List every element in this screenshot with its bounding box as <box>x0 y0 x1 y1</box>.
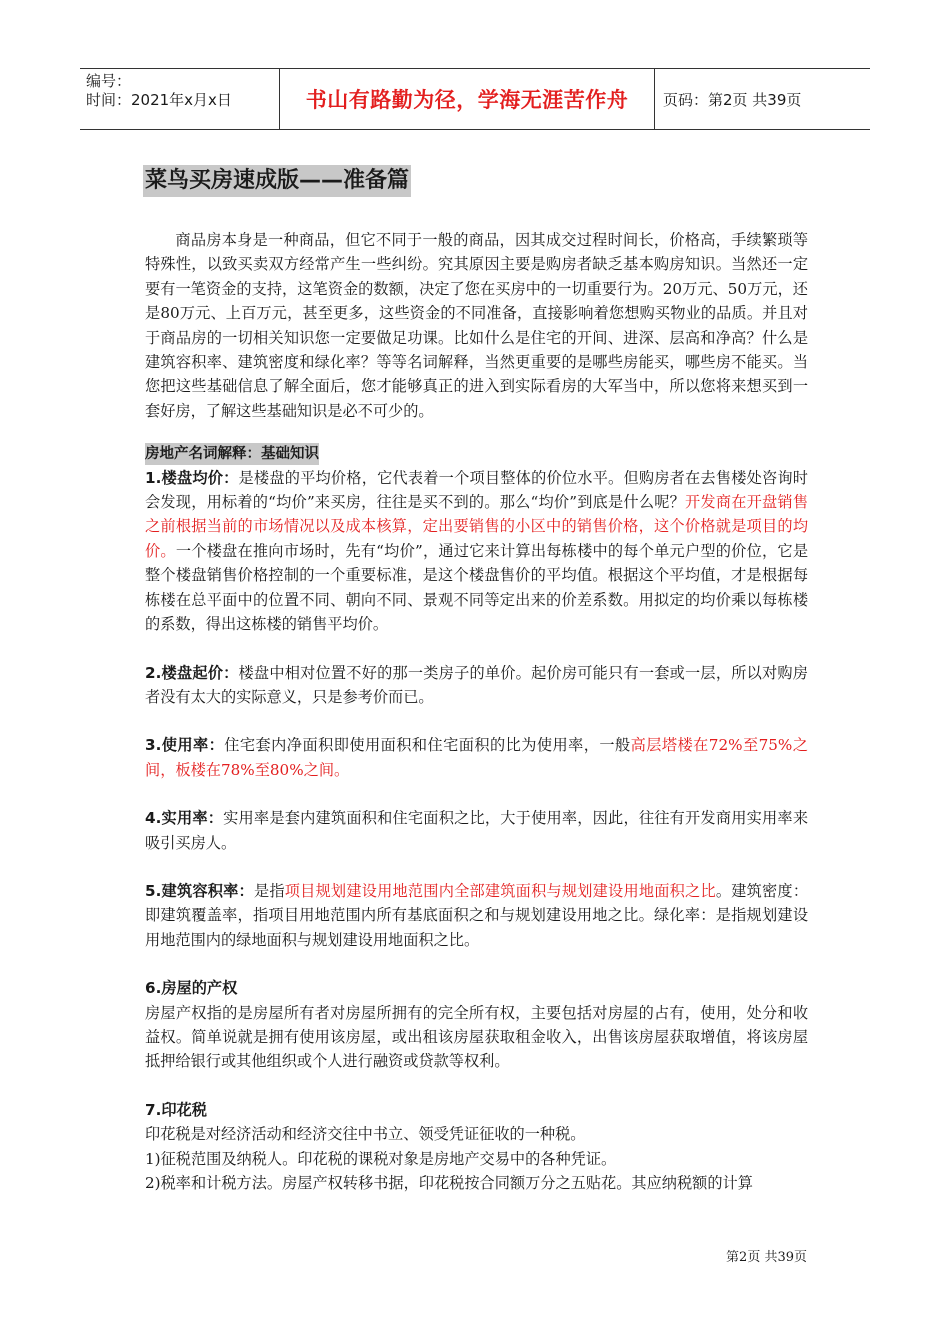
stamp-tax-line: 印花税是对经济活动和经济交往中书立、领受凭证征收的一种税。 <box>145 1125 586 1144</box>
definition-text: 。建筑密度：即建筑覆盖率，指项目用地范围内所有基底面积之和与规划建设用地之比。绿化率：是指规划建设用地范围内的绿地面积与规划建设用地面积之比。 <box>145 881 809 949</box>
highlighted-text: 高层塔楼在72%至75%之间，板楼在78%至80%之间。 <box>145 736 808 779</box>
property-rights-text: 房屋产权指的是房屋所有者对房屋所拥有的完全所有权，主要包括对房屋的占有，使用，处分和收益权。简单说就是拥有使用该房屋，或出租该房屋获取租金收入，出售该房屋获取增值，将该房屋抵押给银行或其他组织或个人进行融资或贷款等权利。 <box>145 1003 808 1071</box>
definition-term: 2.楼盘起价： <box>145 663 239 682</box>
definition-term: 1.楼盘均价： <box>145 468 239 487</box>
motto: 书山有路勤为径，学海无涯苦作舟 <box>280 69 655 129</box>
definition-term: 5.建筑容积率： <box>145 881 254 900</box>
definition-text: 是指 <box>253 881 285 900</box>
number-label: 编号： <box>86 72 132 90</box>
header-meta <box>80 69 280 129</box>
property-rights-heading: 6.房屋的产权 <box>145 979 238 998</box>
definition-item <box>145 806 808 855</box>
definition-term: 3.使用率： <box>145 736 225 755</box>
time-label: 时间：2021年x月x日 <box>86 91 232 109</box>
definition-item <box>145 879 808 952</box>
document-body <box>145 228 808 1195</box>
page-footer: 第2页 共39页 <box>726 1250 807 1265</box>
page-code: 页码：第2页 共39页 <box>663 90 802 109</box>
definition-text: 住宅套内净面积即使用面积和住宅面积的比为使用率，一般 <box>224 736 631 755</box>
definition-item <box>145 661 808 710</box>
definition-text: 一个楼盘在推向市场时，先有“均价”，通过它来计算出每栋楼中的每个单元户型的价位，它是整个楼盘销售价格控制的一个重要标准，是这个楼盘售价的平均值。根据这个平均值，才是根据每栋楼在总平面中的位置不同、朝向不同、景观不同等定出来的价差系数。用拟定的均价乘以每栋楼的系数，得出这栋楼的销售平均价。 <box>145 541 809 634</box>
definition-text: 是楼盘的平均价格，它代表着一个项目整体的价位水平。但购房者在去售楼处咨询时会发现，用标着的“均价”来买房，往往是买不到的。那么“均价”到底是什么呢？ <box>145 468 808 512</box>
highlighted-text: 开发商在开盘销售之前根据当前的市场情况以及成本核算，定出要销售的小区中的销售价格，这个价格就是项目的均价。 <box>145 493 809 560</box>
definition-text: 实用率是套内建筑面积和住宅面积之比，大于使用率，因此，往往有开发商用实用率来吸引买房人。 <box>145 809 809 852</box>
definition-item <box>145 733 808 782</box>
definition-text: 楼盘中相对位置不好的那一类房子的单价。起价房可能只有一套或一层，所以对购房者没有太大的实际意义，只是参考价而已。 <box>145 663 808 706</box>
stamp-tax-line: 1)征税范围及纳税人。印花税的课税对象是房地产交易中的各种凭证。 <box>145 1149 617 1168</box>
definition-item <box>145 466 808 637</box>
intro-paragraph: 商品房本身是一种商品，但它不同于一般的商品，因其成交过程时间长，价格高，手续繁琐等特殊性，以致买卖双方经常产生一些纠纷。究其原因主要是购房者缺乏基本购房知识。当然还一定要有一笔资金的支持，这笔资金的数额，决定了您在买房中的一切重要行为。20万元、50万元，还是80万元、上百万元，甚至更多，这些资金的不同准备，直接影响着您想购买物业的品质。并且对于商品房的一切相关知识您一定要做足功课。比如什么是住宅的开间、进深、层高和净高？什么是建筑容积率、建筑密度和绿化率？等等名词解释，当然更重要的是哪些房能买，哪些房不能买。当您把这些基础信息了解全面后，您才能够真正的进入到实际看房的大军当中，所以您将来想买到一套好房，了解这些基础知识是必不可少的。 <box>145 231 808 420</box>
header-table <box>80 68 870 130</box>
highlighted-text: 项目规划建设用地范围内全部建筑面积与规划建设用地面积之比 <box>284 881 716 900</box>
document-title: 菜鸟买房速成版——准备篇 <box>143 165 411 197</box>
section-heading: 房地产名词解释：基础知识 <box>145 443 319 465</box>
stamp-tax-heading: 7.印花税 <box>145 1100 207 1119</box>
stamp-tax-line: 2)税率和计税方法。房屋产权转移书据，印花税按合同额万分之五贴花。其应纳税额的计算 <box>145 1174 753 1192</box>
definition-term: 4.实用率： <box>145 809 224 828</box>
